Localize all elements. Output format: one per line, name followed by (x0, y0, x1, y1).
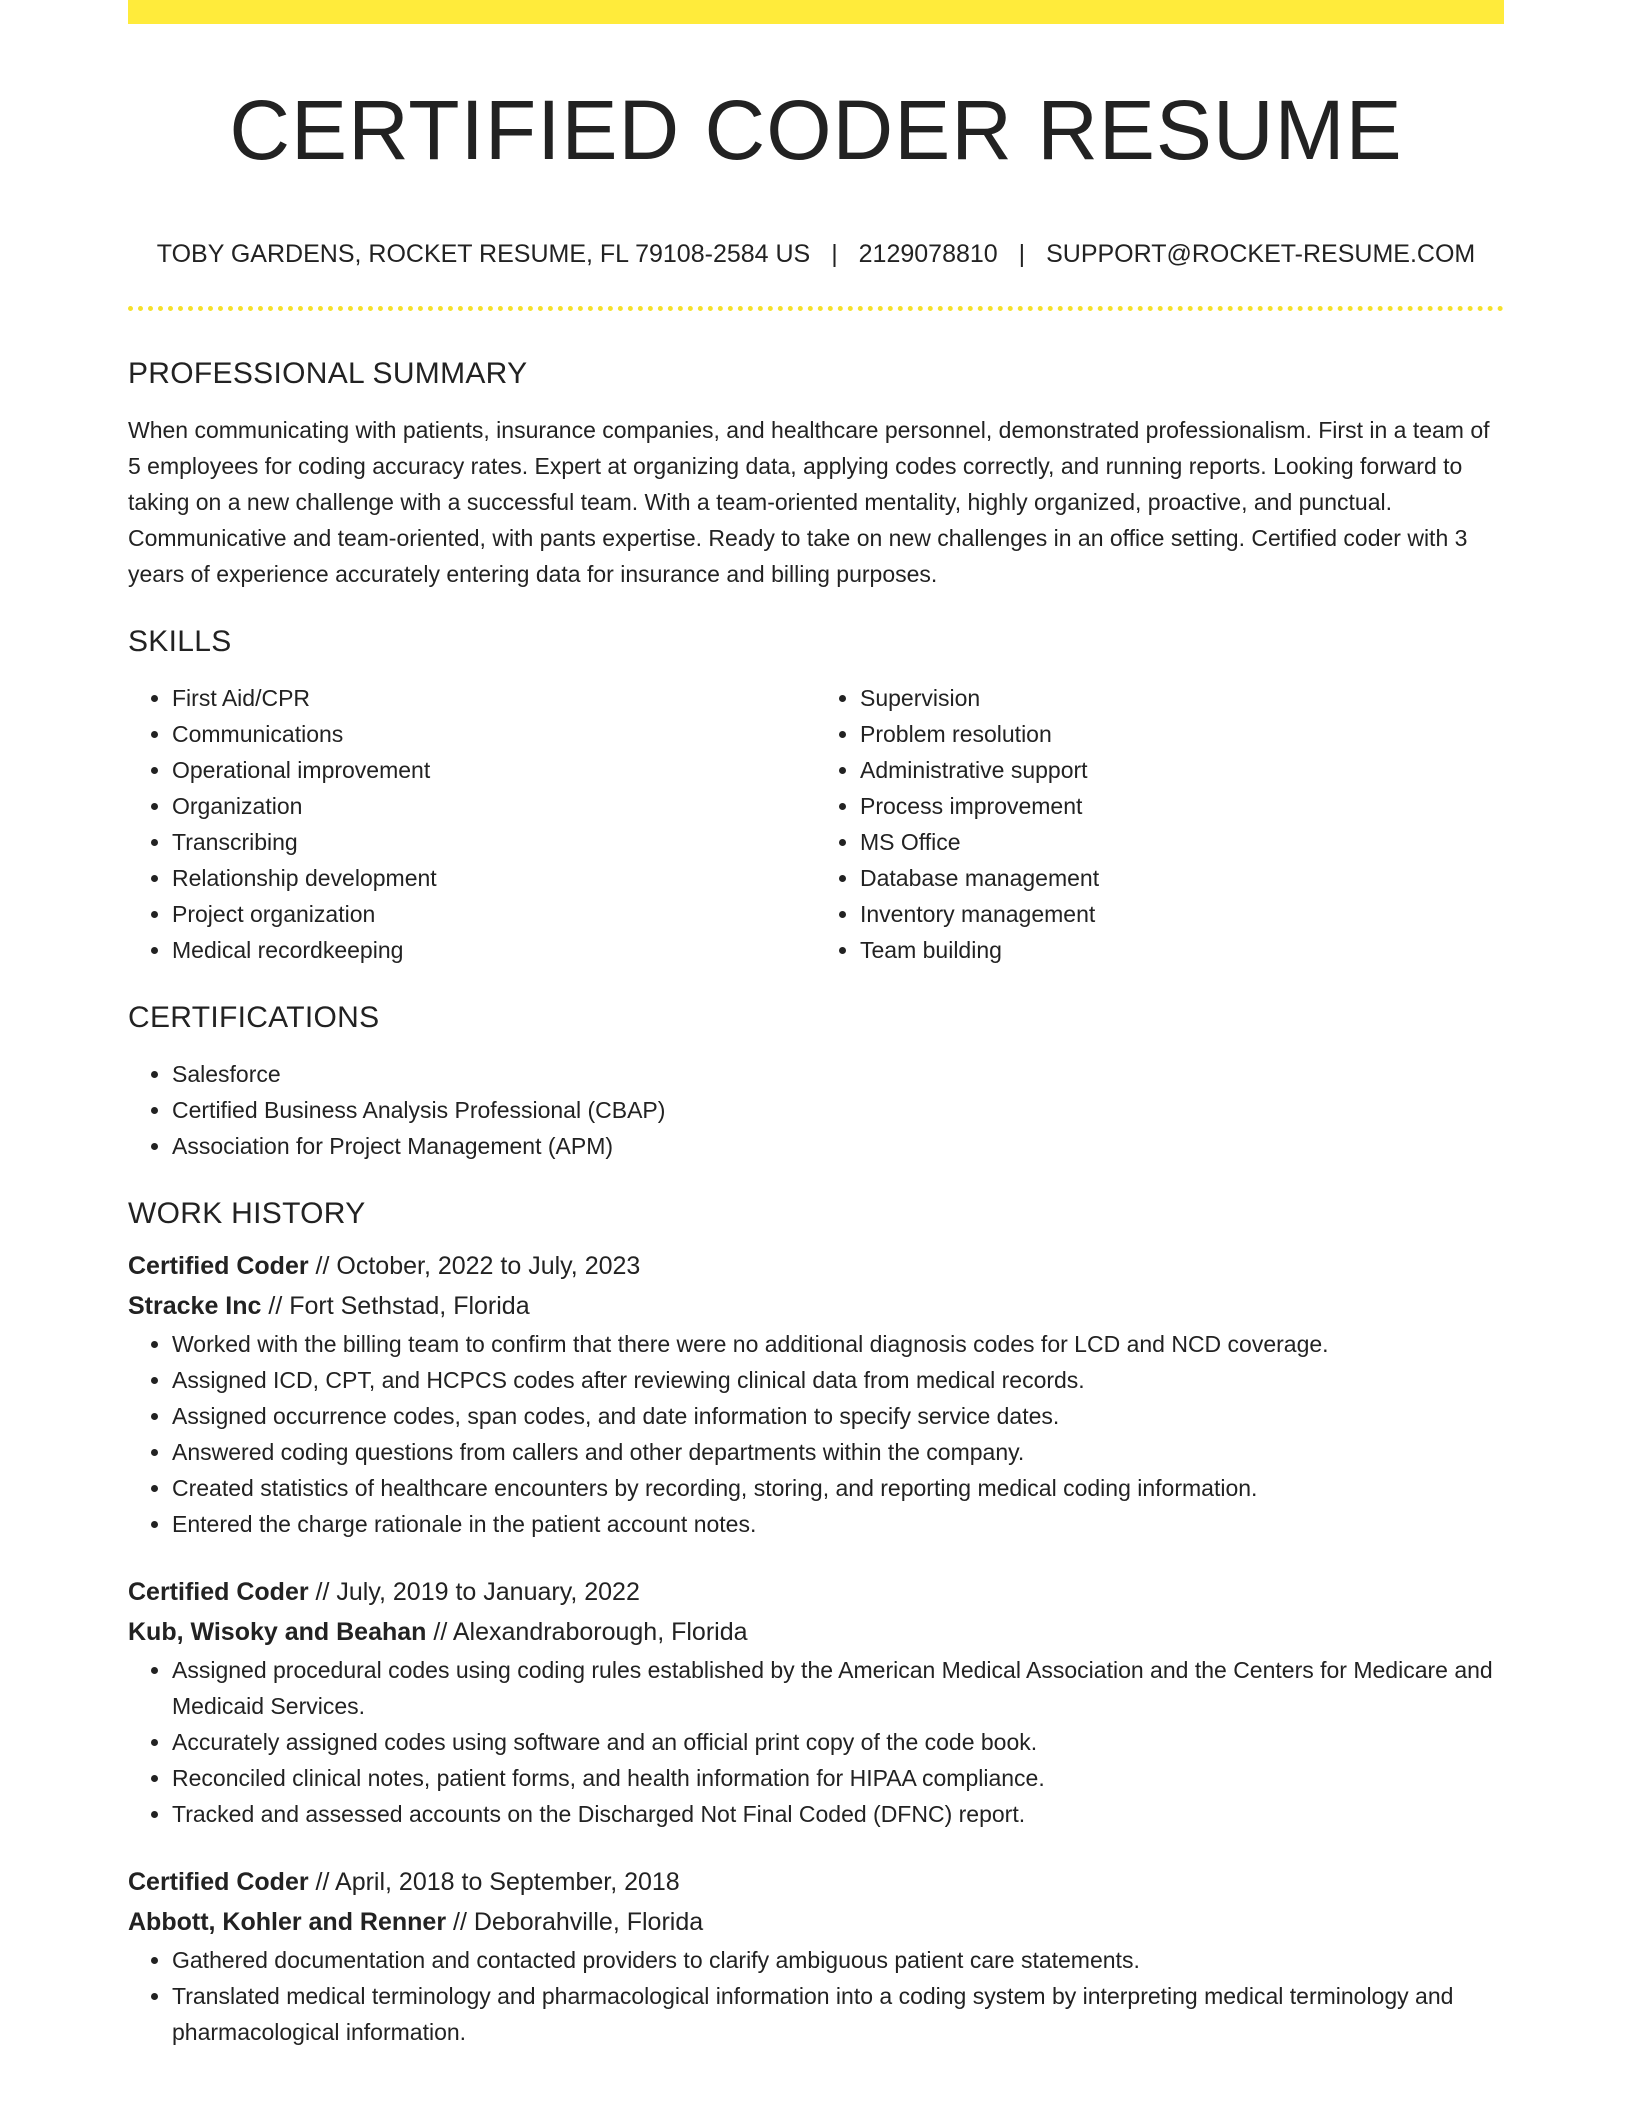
job-duty: • Worked with the billing team to confirm that there were no additional diagnosis codes for LCD and NCD coverage. (172, 1326, 1504, 1362)
job-company-line (128, 1902, 1504, 1942)
skill-item: • Operational improvement (172, 752, 816, 788)
skill-item: • Team building (860, 932, 1504, 968)
skill-item: • Relationship development (172, 860, 816, 896)
certification-item: • Certified Business Analysis Professional (CBAP) (172, 1092, 1504, 1128)
job-duty: • Gathered documentation and contacted providers to clarify ambiguous patient care statements. (172, 1942, 1504, 1978)
job-duty: • Translated medical terminology and pharmacological information into a coding system by interpreting medical terminology and pharmacological information. (172, 1978, 1504, 2050)
contact-phone: 2129078810 (858, 240, 998, 268)
job-dates: April, 2018 to September, 2018 (335, 1868, 680, 1896)
job-duties (128, 1942, 1504, 2050)
job-title-line (128, 1572, 1504, 1612)
skill-item: • Supervision (860, 680, 1504, 716)
contact-email: SUPPORT@ROCKET-RESUME.COM (1046, 240, 1476, 268)
job-duty: • Created statistics of healthcare encounters by recording, storing, and reporting medical coding information. (172, 1470, 1504, 1506)
certifications-list (128, 1056, 1504, 1164)
accent-top-bar (128, 0, 1504, 24)
job-divider: // (315, 1252, 330, 1280)
job-entry (128, 1246, 1504, 1542)
job-duty: • Assigned ICD, CPT, and HCPCS codes after reviewing clinical data from medical records. (172, 1362, 1504, 1398)
skill-item: • Communications (172, 716, 816, 752)
contact-line (128, 236, 1504, 272)
certification-item: • Salesforce (172, 1056, 1504, 1092)
job-divider: // (315, 1868, 330, 1896)
contact-separator: | (831, 240, 838, 268)
certifications-section (128, 996, 1504, 1164)
contact-address: TOBY GARDENS, ROCKET RESUME, FL 79108-2584 US (156, 240, 811, 268)
skills-list-left (128, 680, 816, 968)
skill-item: • Medical recordkeeping (172, 932, 816, 968)
job-duty: • Tracked and assessed accounts on the Discharged Not Final Coded (DFNC) report. (172, 1796, 1504, 1832)
skill-item: • Project organization (172, 896, 816, 932)
resume-content (128, 352, 1504, 2050)
skill-item: • Organization (172, 788, 816, 824)
job-dates: July, 2019 to January, 2022 (336, 1578, 640, 1606)
job-divider: // (268, 1292, 283, 1320)
job-duty: • Reconciled clinical notes, patient forms, and health information for HIPAA compliance. (172, 1760, 1504, 1796)
skills-columns (128, 680, 1504, 968)
job-company-line (128, 1612, 1504, 1652)
summary-section (128, 352, 1504, 592)
dotted-divider (128, 306, 1504, 311)
skills-heading: SKILLS (128, 625, 232, 658)
job-company: Kub, Wisoky and Beahan (128, 1618, 427, 1646)
job-company: Abbott, Kohler and Renner (128, 1908, 447, 1936)
job-title-line (128, 1862, 1504, 1902)
job-divider: // (315, 1578, 330, 1606)
job-title-line (128, 1246, 1504, 1286)
skill-item: • Database management (860, 860, 1504, 896)
certifications-heading: CERTIFICATIONS (128, 1001, 380, 1034)
job-divider: // (453, 1908, 467, 1936)
job-duty: • Answered coding questions from callers and other departments within the company. (172, 1434, 1504, 1470)
job-dates: October, 2022 to July, 2023 (336, 1252, 641, 1280)
work-history-section (128, 1192, 1504, 2050)
job-duty: • Entered the charge rationale in the patient account notes. (172, 1506, 1504, 1542)
skills-section (128, 620, 1504, 968)
job-duty: • Assigned procedural codes using coding rules established by the American Medical Association and the Centers for Medicare and Medicaid Services. (172, 1652, 1504, 1724)
contact-separator: | (1018, 240, 1026, 268)
job-company: Stracke Inc (128, 1292, 262, 1320)
job-title: Certified Coder (128, 1868, 309, 1896)
certification-item: • Association for Project Management (APM) (172, 1128, 1504, 1164)
job-duty: • Assigned occurrence codes, span codes, and date information to specify service dates. (172, 1398, 1504, 1434)
job-divider: // (433, 1618, 448, 1646)
job-location: Fort Sethstad, Florida (289, 1292, 530, 1320)
job-duties (128, 1652, 1504, 1832)
skill-item: • MS Office (860, 824, 1504, 860)
skill-item: • Inventory management (860, 896, 1504, 932)
job-title: Certified Coder (128, 1252, 309, 1280)
job-title: Certified Coder (128, 1578, 309, 1606)
skill-item: • Problem resolution (860, 716, 1504, 752)
skill-item: • Process improvement (860, 788, 1504, 824)
skill-item: • Administrative support (860, 752, 1504, 788)
job-company-line (128, 1286, 1504, 1326)
job-location: Alexandraborough, Florida (452, 1618, 748, 1646)
skill-item: • Transcribing (172, 824, 816, 860)
job-duty: • Accurately assigned codes using software and an official print copy of the code book. (172, 1724, 1504, 1760)
resume-title: CERTIFIED CODER RESUME (229, 83, 1403, 177)
job-entry (128, 1572, 1504, 1832)
skill-item: • First Aid/CPR (172, 680, 816, 716)
job-duties (128, 1326, 1504, 1542)
summary-heading: PROFESSIONAL SUMMARY (128, 357, 528, 390)
job-entry (128, 1862, 1504, 2050)
job-location: Deborahville, Florida (473, 1908, 704, 1936)
skills-list-right (816, 680, 1504, 968)
summary-text: When communicating with patients, insurance companies, and healthcare personnel, demonstrated professionalism. First in a team of 5 employees for coding accuracy rates. Expert at organizing data, applying codes correctly, and running reports. Looking forward to taking on a new challenge with a successful team. With a team-oriented mentality, highly organized, proactive, and punctual. Communicative and team-oriented, with pants expertise. Ready to take on new challenges in an office setting. Certified coder with 3 years of experience accurately entering data for insurance and billing purposes. (128, 417, 1490, 587)
work-history-heading: WORK HISTORY (128, 1197, 366, 1230)
